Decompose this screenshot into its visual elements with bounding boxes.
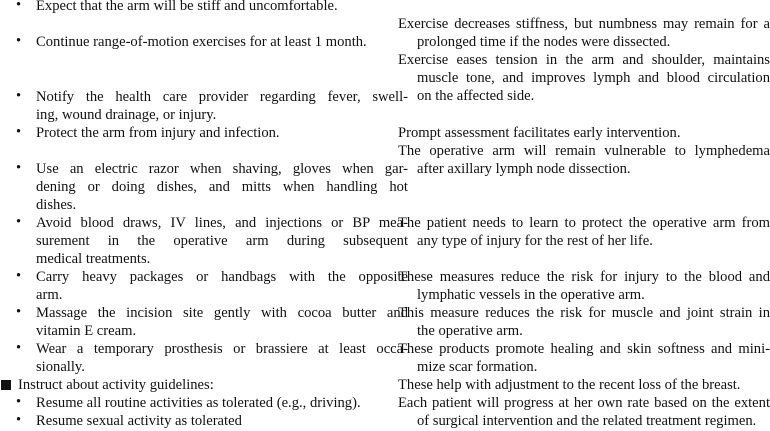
- rationale-text: on the affected side.: [417, 88, 535, 104]
- rationale-text: The operative arm will remain vulnerable to lymphedema: [398, 143, 770, 159]
- bullet: •: [16, 394, 22, 410]
- rationale-text: of surgical intervention and the related treatment regimen.: [417, 413, 757, 429]
- rationale-text: Prompt assessment facilitates early intervention.: [398, 125, 681, 141]
- action-text: Resume all routine activities as tolerated (e.g., driving).: [36, 395, 361, 411]
- nursing-action: [0, 214, 408, 268]
- bullet: •: [16, 268, 22, 284]
- rationale-text: prolonged time if the nodes were dissected.: [417, 34, 671, 50]
- bullet: •: [16, 412, 22, 428]
- bullet: •: [16, 33, 22, 49]
- rationale-text: muscle tone, and improves lymph and blood circulation: [417, 70, 770, 86]
- action-text: Avoid blood draws, IV lines, and injections or BP mea-: [36, 215, 408, 231]
- rationale-text: after axillary lymph node dissection.: [417, 161, 631, 177]
- bullet: •: [16, 88, 22, 104]
- rationale-text: Exercise decreases stiffness, but numbness may remain for a: [398, 16, 770, 32]
- action-text: Use an electric razor when shaving, gloves when gar-: [36, 161, 408, 177]
- action-text: dening or doing dishes, and mitts when handling hot: [36, 179, 408, 195]
- action-text: Continue range-of-motion exercises for at least 1 month.: [36, 34, 367, 50]
- bullet: •: [16, 340, 22, 356]
- action-text: Notify the health care provider regarding fever, swell-: [36, 89, 408, 105]
- action-text: medical treatments.: [36, 251, 151, 267]
- action-text: ing, wound drainage, or injury.: [36, 107, 217, 123]
- rationale-text: Each patient will progress at her own rate based on the extent: [398, 395, 770, 411]
- nursing-action: [0, 268, 408, 304]
- section-heading-text: Instruct about activity guidelines:: [18, 377, 214, 393]
- rationale-text: Exercise eases tension in the arm and shoulder, maintains: [398, 52, 770, 68]
- rationale-text: This measure reduces the risk for muscle and joint strain in: [398, 305, 770, 321]
- bullet: •: [16, 0, 22, 13]
- nursing-action: [0, 160, 408, 214]
- nursing-action: [0, 88, 408, 124]
- rationale-text: The patient needs to learn to protect the operative arm from: [398, 215, 770, 231]
- action-text: Carry heavy packages or handbags with the opposite: [36, 269, 408, 285]
- section-marker: [1, 380, 11, 390]
- bullet: •: [16, 214, 22, 230]
- rationale-text: These measures reduce the risk for injury to the blood and: [398, 269, 770, 285]
- rationale-text: lymphatic vessels in the operative arm.: [417, 287, 645, 303]
- action-text: arm.: [36, 287, 63, 303]
- nursing-action: [0, 394, 408, 412]
- action-text: Wear a temporary prosthesis or brassiere at least occa-: [36, 341, 408, 357]
- action-text: Resume sexual activity as tolerated: [36, 413, 242, 429]
- action-text: Protect the arm from injury and infection.: [36, 125, 280, 141]
- action-text: Expect that the arm will be stiff and uncomfortable.: [36, 0, 338, 14]
- bullet: •: [16, 160, 22, 176]
- nursing-action: [0, 304, 408, 340]
- nursing-action: [0, 0, 408, 15]
- rationale-text: the operative arm.: [417, 323, 523, 339]
- action-text: sionally.: [36, 359, 85, 375]
- nursing-action: [0, 124, 408, 142]
- rationale-text: mize scar formation.: [417, 359, 538, 375]
- action-text: dishes.: [36, 197, 77, 213]
- action-text: surement in the operative arm during subsequent: [36, 233, 408, 249]
- action-text: Massage the incision site gently with cocoa butter and: [36, 305, 408, 321]
- section-heading: [0, 376, 390, 394]
- nursing-action: [0, 340, 408, 376]
- bullet: •: [16, 124, 22, 140]
- care-plan-row: [0, 394, 770, 412]
- rationale-text: These help with adjustment to the recent loss of the breast.: [398, 377, 741, 393]
- action-text: vitamin E cream.: [36, 323, 137, 339]
- nursing-action: [0, 412, 408, 430]
- nursing-action: [0, 33, 408, 51]
- rationale-text: any type of injury for the rest of her life.: [417, 233, 653, 249]
- rationale-text: These products promote healing and skin softness and mini-: [398, 341, 770, 357]
- bullet: •: [16, 304, 22, 320]
- care-plan-row: [0, 412, 770, 430]
